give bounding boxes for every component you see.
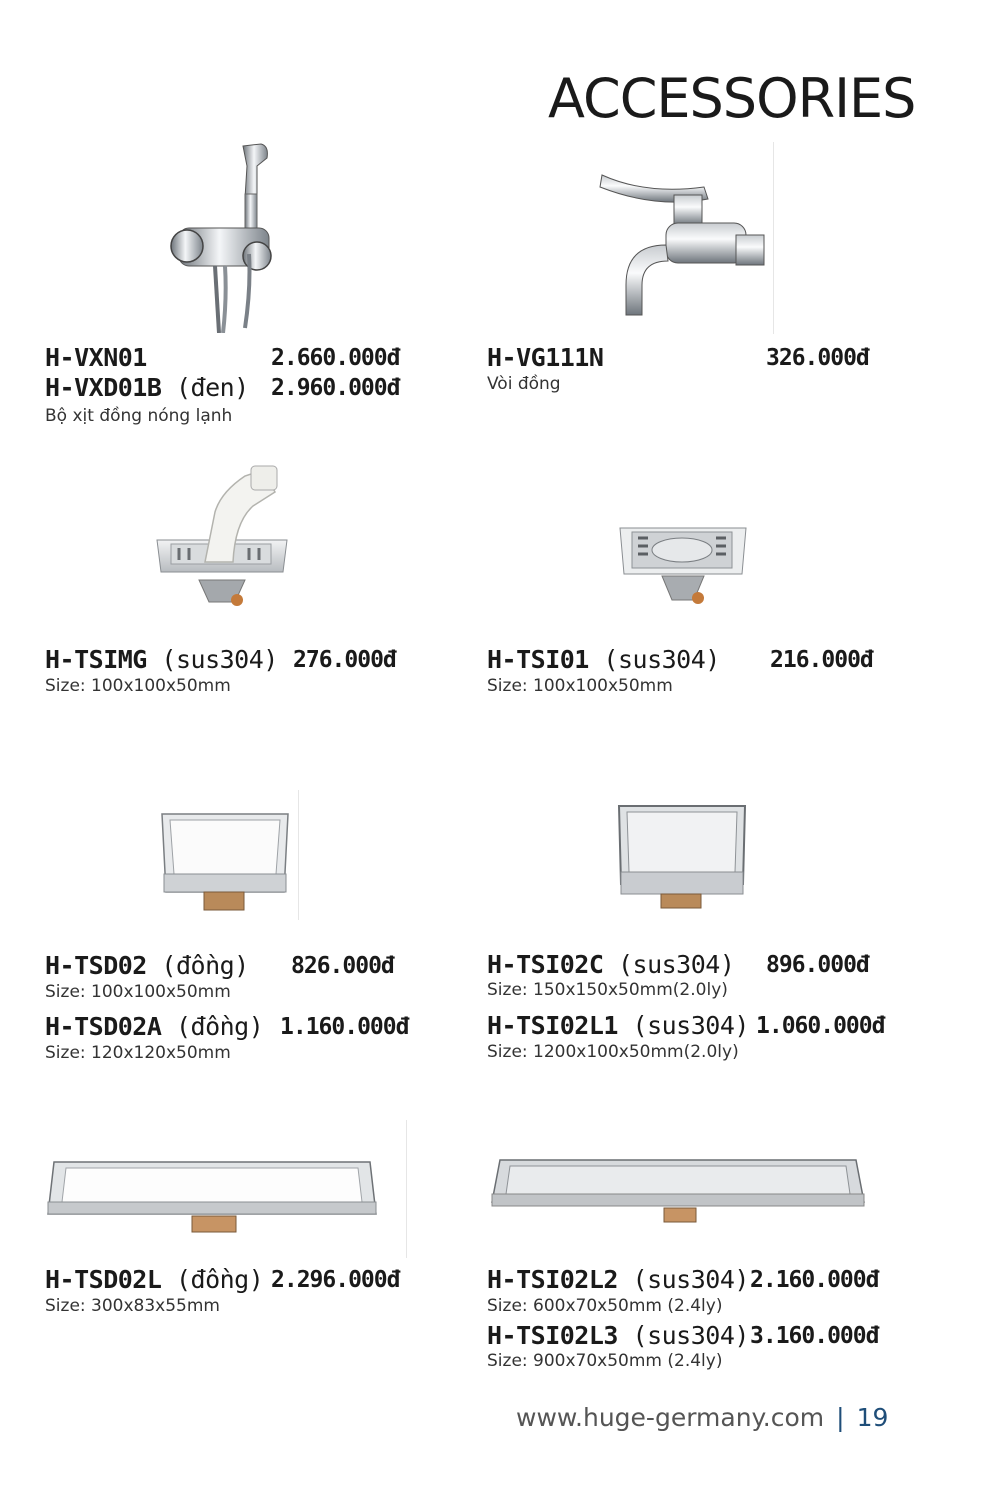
bidet-sprayer-icon bbox=[165, 138, 275, 333]
code-suffix: (đồng) bbox=[161, 1012, 264, 1041]
product-price-vxd01b: 2.960.000đ bbox=[271, 375, 400, 401]
product-code-tsi02c bbox=[487, 950, 734, 980]
code-text: H-TSI01 bbox=[487, 645, 589, 674]
code-text: H-TSD02 bbox=[45, 951, 147, 980]
product-code-vg111n: H-VG111N bbox=[487, 343, 604, 372]
code-suffix: (sus304) bbox=[588, 645, 720, 674]
page-title: ACCESSORIES bbox=[548, 67, 916, 130]
code-suffix: (sus304) bbox=[146, 645, 278, 674]
steel-tile-insert-drain-icon bbox=[615, 802, 750, 912]
code-suffix: (sus304) bbox=[617, 1011, 749, 1040]
product-code-tsimg bbox=[45, 645, 278, 675]
product-price-tsi02l2: 2.160.000đ bbox=[750, 1267, 879, 1293]
brass-tap-icon bbox=[596, 165, 771, 325]
product-code-tsd02l bbox=[45, 1265, 263, 1295]
code-text: H-TSI02L2 bbox=[487, 1265, 618, 1294]
code-suffix: (sus304) bbox=[617, 1321, 749, 1350]
product-code-tsi02l3 bbox=[487, 1321, 749, 1351]
product-desc-tsi02c: Size: 150x150x50mm(2.0ly) bbox=[487, 980, 728, 1000]
code-text: H-TSIMG bbox=[45, 645, 147, 674]
code-text: H-TSD02A bbox=[45, 1012, 162, 1041]
product-price-tsd02: 826.000đ bbox=[291, 953, 394, 979]
product-price-tsi02c: 896.000đ bbox=[766, 952, 869, 978]
tile-insert-drain-icon bbox=[160, 812, 290, 917]
product-desc-tsi02l1: Size: 1200x100x50mm(2.0ly) bbox=[487, 1042, 739, 1062]
linear-drain-icon bbox=[44, 1158, 379, 1238]
product-code-tsi01 bbox=[487, 645, 720, 675]
code-suffix: (sus304) bbox=[617, 1265, 749, 1294]
product-code-tsd02 bbox=[45, 951, 249, 981]
page-footer bbox=[516, 1400, 888, 1436]
product-desc-tsi01: Size: 100x100x50mm bbox=[487, 676, 673, 696]
product-price-tsi02l1: 1.060.000đ bbox=[756, 1013, 885, 1039]
product-price-tsd02l: 2.296.000đ bbox=[271, 1267, 400, 1293]
product-desc-vxd01b: Bộ xịt đồng nóng lạnh bbox=[45, 406, 233, 426]
product-desc-tsi02l2: Size: 600x70x50mm (2.4ly) bbox=[487, 1296, 723, 1316]
code-suffix: (đen) bbox=[161, 373, 249, 402]
product-code-tsd02a bbox=[45, 1012, 263, 1042]
product-desc-tsd02: Size: 100x100x50mm bbox=[45, 982, 231, 1002]
code-text: H-TSI02L3 bbox=[487, 1321, 618, 1350]
product-desc-vg111n: Vòi đồng bbox=[487, 374, 561, 394]
code-suffix: (sus304) bbox=[603, 950, 735, 979]
product-desc-tsimg: Size: 100x100x50mm bbox=[45, 676, 231, 696]
code-text: H-TSD02L bbox=[45, 1265, 162, 1294]
steel-linear-drain-icon bbox=[488, 1154, 868, 1229]
code-suffix: (đồng) bbox=[161, 1265, 264, 1294]
page-number: 19 bbox=[856, 1403, 889, 1432]
product-desc-tsi02l3: Size: 900x70x50mm (2.4ly) bbox=[487, 1351, 723, 1371]
product-price-vg111n: 326.000đ bbox=[766, 345, 869, 371]
product-code-vxd01b bbox=[45, 373, 249, 403]
product-code-vxn01: H-VXN01 bbox=[45, 343, 147, 372]
product-price-tsi01: 216.000đ bbox=[770, 647, 873, 673]
product-price-tsi02l3: 3.160.000đ bbox=[750, 1323, 879, 1349]
product-desc-tsd02a: Size: 120x120x50mm bbox=[45, 1043, 231, 1063]
product-code-tsi02l2 bbox=[487, 1265, 749, 1295]
product-price-tsd02a: 1.160.000đ bbox=[280, 1014, 409, 1040]
product-code-tsi02l1 bbox=[487, 1011, 749, 1041]
floor-drain-with-outlet-icon bbox=[155, 462, 290, 617]
product-price-tsimg: 276.000đ bbox=[293, 647, 396, 673]
square-floor-drain-icon bbox=[618, 518, 748, 613]
footer-url[interactable]: www.huge-germany.com bbox=[516, 1403, 825, 1432]
footer-separator: | bbox=[836, 1403, 845, 1432]
product-desc-tsd02l: Size: 300x83x55mm bbox=[45, 1296, 220, 1316]
code-suffix: (đồng) bbox=[146, 951, 249, 980]
code-text: H-TSI02L1 bbox=[487, 1011, 618, 1040]
divider-line bbox=[298, 790, 299, 920]
product-price-vxn01: 2.660.000đ bbox=[271, 345, 400, 371]
divider-line bbox=[773, 142, 774, 334]
code-text: H-TSI02C bbox=[487, 950, 604, 979]
code-text: H-VXD01B bbox=[45, 373, 162, 402]
divider-line bbox=[406, 1120, 407, 1258]
